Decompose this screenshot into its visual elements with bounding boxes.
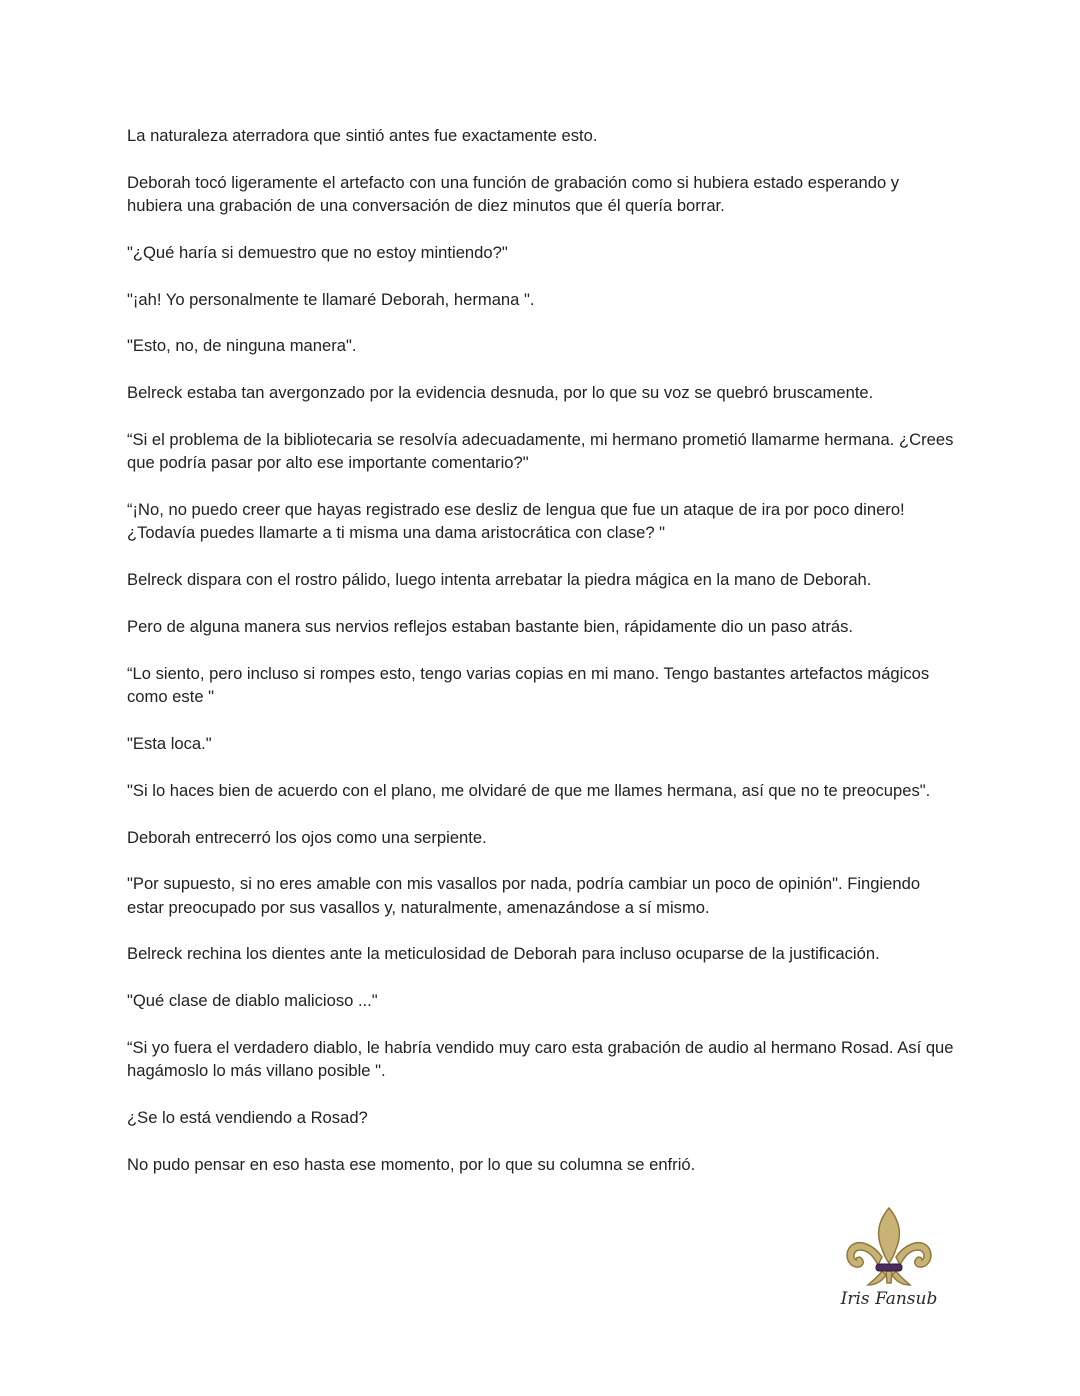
fansub-logo bbox=[838, 1205, 940, 1315]
paragraph: “Lo siento, pero incluso si rompes esto, tengo varias copias en mi mano. Tengo bastantes artefactos mágicos como este " bbox=[127, 663, 930, 707]
paragraph: Deborah tocó ligeramente el artefacto con una función de grabación como si hubiera estado esperando y hubiera una grabación de una conversación de diez minutos que él quería borrar. bbox=[127, 172, 900, 216]
paragraph: ¿Se lo está vendiendo a Rosad? bbox=[127, 1108, 368, 1128]
paragraph: “Si el problema de la bibliotecaria se resolvía adecuadamente, mi hermano prometió llamarme hermana. ¿Crees que podría pasar por alto ese importante comentario?" bbox=[127, 430, 954, 473]
paragraph: "Esta loca." bbox=[127, 733, 212, 753]
paragraph: "¡ah! Yo personalmente te llamaré Deborah, hermana ". bbox=[127, 289, 535, 309]
paragraph: "Esto, no, de ninguna manera". bbox=[127, 336, 357, 356]
paragraph: "Si lo haces bien de acuerdo con el plano, me olvidaré de que me llames hermana, así que no te preocupes". bbox=[127, 780, 931, 800]
paragraph: Deborah entrecerró los ojos como una serpiente. bbox=[127, 827, 487, 847]
paragraph: “Si yo fuera el verdadero diablo, le habría vendido muy caro esta grabación de audio al hermano Rosad. Así que hagámoslo lo más villano posible ". bbox=[127, 1038, 954, 1081]
paragraph: La naturaleza aterradora que sintió antes fue exactamente esto. bbox=[127, 126, 598, 145]
document-body bbox=[127, 124, 957, 1200]
paragraph: Belreck estaba tan avergonzado por la evidencia desnuda, por lo que su voz se quebró bruscamente. bbox=[127, 383, 874, 403]
fleur-de-lis-icon bbox=[838, 1205, 940, 1289]
paragraph: Pero de alguna manera sus nervios reflejos estaban bastante bien, rápidamente dio un paso atrás. bbox=[127, 617, 853, 637]
paragraph: "Qué clase de diablo malicioso ..." bbox=[127, 991, 378, 1011]
paragraph: Belreck rechina los dientes ante la meticulosidad de Deborah para incluso ocuparse de la justificación. bbox=[127, 944, 880, 964]
paragraph: Belreck dispara con el rostro pálido, luego intenta arrebatar la piedra mágica en la mano de Deborah. bbox=[127, 570, 872, 590]
paragraph: "¿Qué haría si demuestro que no estoy mintiendo?" bbox=[127, 242, 508, 262]
paragraph: No pudo pensar en eso hasta ese momento, por lo que su columna se enfrió. bbox=[127, 1154, 696, 1174]
paragraph: “¡No, no puedo creer que hayas registrado ese desliz de lengua que fue un ataque de ira por poco dinero! ¿Todavía puedes llamarte a ti misma una dama aristocrática con clase? " bbox=[127, 500, 905, 543]
logo-text: Iris Fansub bbox=[840, 1289, 938, 1309]
paragraph: "Por supuesto, si no eres amable con mis vasallos por nada, podría cambiar un poco de opinión". Fingiendo estar preocupado por sus vasallos y, naturalmente, amenazándose a sí mismo. bbox=[127, 874, 921, 917]
